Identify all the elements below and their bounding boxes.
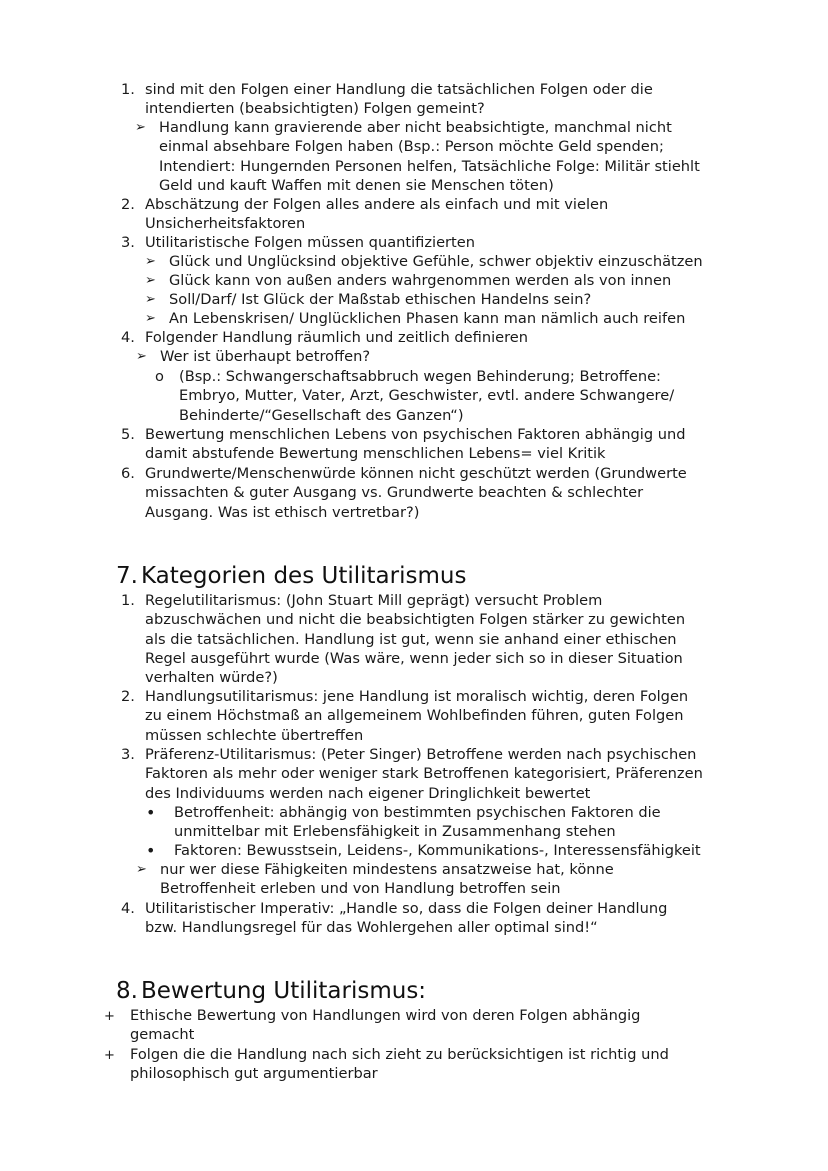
pro-item (104, 1006, 804, 1045)
list-text: Regelutilitarismus: (John Stuart Mill geprägt) versucht Problem abzuschwächen und nicht die beabsichtigten Folgen stärker zu gewichten als die tatsächlichen. Handlung ist gut, wenn sie anhand einer ethischen Regel ausgeführt wurde (Was wäre, wenn jeder sich so in dieser Situation verhalten würde?) (145, 592, 686, 687)
arrow-icon: ➢ (145, 292, 156, 307)
section-title: Kategorien des Utilitarismus (140, 563, 467, 589)
arrow-icon: ➢ (135, 120, 146, 135)
list-text: Folgender Handlung räumlich und zeitlich definieren (145, 329, 529, 346)
list-number: 2. (121, 688, 135, 705)
list-number: 2. (121, 196, 135, 213)
bullet-icon: • (146, 841, 156, 860)
list-number: 4. (121, 329, 135, 346)
arrow-icon: ➢ (145, 311, 156, 326)
section-title: Bewertung Utilitarismus: (140, 978, 427, 1004)
sub-list-text: nur wer diese Fähigkeiten mindestens ansatzweise hat, könne Betroffenheit erleben und von Handlung betroffen sein (160, 861, 614, 898)
bullet-text: Faktoren: Bewusstsein, Leidens-, Kommunikations-, Interessensfähigkeit (174, 842, 701, 859)
sub-list-text: An Lebenskrisen/ Unglücklichen Phasen kann man nämlich auch reifen (169, 310, 686, 327)
list-number: 4. (121, 900, 135, 917)
list-text: sind mit den Folgen einer Handlung die tatsächlichen Folgen oder die intendierten (beabsichtigten) Folgen gemeint? (145, 81, 653, 118)
list-text: Utilitaristischer Imperativ: „Handle so, dass die Folgen deiner Handlung bzw. Handlungsregel für das Wohlergehen aller optimal sind!“ (145, 900, 668, 937)
sub-list-text: Wer ist überhaupt betroffen? (160, 348, 371, 365)
sub-list-text: Glück und Unglücksind objektive Gefühle, schwer objektiv einzuschätzen (169, 253, 703, 270)
list-text: Grundwerte/Menschenwürde können nicht geschützt werden (Grundwerte missachten & guter Ausgang vs. Grundwerte beachten & schlechter Ausgang. Was ist ethisch vertretbar?) (145, 465, 687, 521)
pro-text: Folgen die die Handlung nach sich zieht zu berücksichtigen ist richtig und philosophisch gut argumentierbar (130, 1046, 669, 1083)
sub-sub-list-item (155, 367, 795, 425)
list-item (121, 687, 811, 745)
sub-list-item (145, 309, 825, 328)
list-number: 1. (121, 592, 135, 609)
plus-icon: + (104, 1048, 115, 1063)
circle-bullet-icon: o (155, 368, 164, 385)
list-item (121, 233, 801, 252)
list-number: 6. (121, 465, 135, 482)
pro-text: Ethische Bewertung von Handlungen wird von deren Folgen abhängig gemacht (130, 1007, 641, 1044)
section-heading (116, 562, 466, 590)
sub-list-text: Handlung kann gravierende aber nicht beabsichtigte, manchmal nicht einmal absehbare Folgen haben (Bsp.: Person möchte Geld spenden; Intendiert: Hungernden Personen helfen, Tatsächliche Folge: Militär stiehlt Geld und kauft Waffen mit denen sie Menschen töten) (159, 119, 700, 194)
list-number: 3. (121, 746, 135, 763)
list-item (121, 425, 801, 464)
bullet-item (146, 803, 816, 842)
sub-list-item (136, 347, 816, 366)
bullet-item (146, 841, 816, 860)
list-number: 5. (121, 426, 135, 443)
list-number: 3. (121, 234, 135, 251)
list-item (121, 328, 801, 347)
plus-icon: + (104, 1009, 115, 1024)
sub-list-item (145, 290, 825, 309)
sub-list-text: Soll/Darf/ Ist Glück der Maßstab ethischen Handelns sein? (169, 291, 592, 308)
list-item (121, 745, 816, 803)
list-text: Handlungsutilitarismus: jene Handlung ist moralisch wichtig, deren Folgen zu einem Höchstmaß an allgemeinem Wohlbefinden führen, guten Folgen müssen schlechte übertreffen (145, 688, 689, 744)
bullet-text: Betroffenheit: abhängig von bestimmten psychischen Faktoren die unmittelbar mit Erlebensfähigkeit in Zusammenhang stehen (174, 804, 661, 841)
list-item (121, 591, 811, 687)
bullet-icon: • (146, 803, 156, 822)
arrow-icon: ➢ (136, 349, 147, 364)
list-text: Bewertung menschlichen Lebens von psychischen Faktoren abhängig und damit abstufende Bewertung menschlichen Lebens= viel Kritik (145, 426, 686, 463)
list-item (121, 464, 801, 522)
sub-list-item (145, 271, 825, 290)
section-heading (116, 977, 426, 1005)
sub-list-text: Glück kann von außen anders wahrgenommen werden als von innen (169, 272, 672, 289)
sub-sub-list-text: (Bsp.: Schwangerschaftsabbruch wegen Behinderung; Betroffene: Embryo, Mutter, Vater, Arzt, Geschwister, evtl. andere Schwangere/ Behinderte/“Gesellschaft des Ganzen“) (179, 368, 675, 424)
sub-list-item (145, 252, 825, 271)
list-number: 1. (121, 81, 135, 98)
arrow-icon: ➢ (136, 862, 147, 877)
sub-list-item (136, 860, 816, 899)
arrow-icon: ➢ (145, 254, 156, 269)
section-number: 7. (116, 563, 138, 589)
list-text: Abschätzung der Folgen alles andere als einfach und mit vielen Unsicherheitsfaktoren (145, 196, 609, 233)
list-text: Utilitaristische Folgen müssen quantifizierten (145, 234, 476, 251)
pro-item (104, 1045, 804, 1084)
section-number: 8. (116, 978, 138, 1004)
sub-list-item (135, 118, 815, 195)
list-item (121, 899, 811, 938)
list-item (121, 80, 801, 119)
arrow-icon: ➢ (145, 273, 156, 288)
list-item (121, 195, 801, 234)
list-text: Präferenz-Utilitarismus: (Peter Singer) Betroffene werden nach psychischen Faktoren als mehr oder weniger stark Betroffenen kategorisiert, Präferenzen des Individuums werden nach eigener Dringlichkeit bewertet (145, 746, 703, 802)
